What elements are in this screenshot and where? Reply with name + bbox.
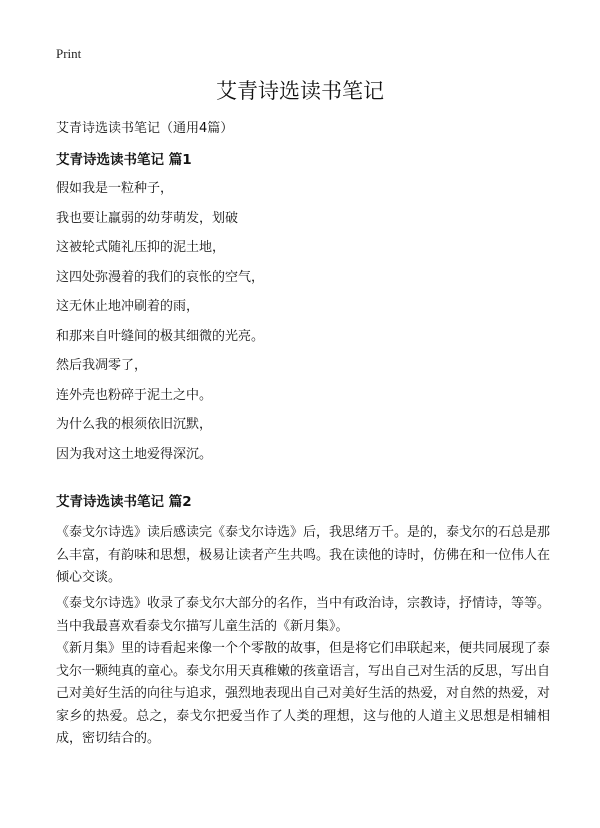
document-subtitle: 艾青诗选读书笔记（通用4篇） bbox=[56, 121, 234, 136]
poem-line: 我也要让羸弱的幼芽萌发，划破 bbox=[56, 210, 239, 226]
body-paragraph: 《泰戈尔诗选》收录了泰戈尔大部分的名作，当中有政治诗，宗教诗，抒情诗，等等。当中我最喜欢看泰戈尔描写儿童生活的《新月集》。 bbox=[56, 596, 551, 634]
poem-lines bbox=[56, 180, 264, 475]
section-heading-2: 艾青诗选读书笔记 篇2 bbox=[56, 494, 192, 510]
poem-line: 然后我凋零了， bbox=[56, 358, 148, 373]
poem-line: 这无休止地冲刷着的雨， bbox=[56, 299, 200, 314]
poem-line: 连外壳也粉碎于泥土之中。 bbox=[56, 387, 213, 403]
poem-line: 假如我是一粒种子， bbox=[56, 181, 174, 196]
poem-line: 为什么我的根须依旧沉默， bbox=[56, 417, 213, 432]
poem-line: 和那来自叶缝间的极其细微的光亮。 bbox=[56, 328, 265, 344]
body-paragraph: 《新月集》里的诗看起来像一个个零散的故事，但是将它们串联起来，便共同展现了泰戈尔一颗纯真的童心。泰戈尔用天真稚嫩的孩童语言，写出自己对生活的反思，写出自己对美好生活的向往与追求，强烈地表现出自己对美好生活的热爱，对自然的热爱，对家乡的热爱。总之，泰戈尔把爱当作了人类的理想，这与他的人道主义思想是相辅相成，密切结合的。 bbox=[56, 641, 551, 746]
poem-line: 这四处弥漫着的我们的哀怅的空气， bbox=[56, 269, 265, 285]
section-heading-1: 艾青诗选读书笔记 篇1 bbox=[56, 152, 192, 168]
poem-line: 这被轮式随礼压抑的泥土地， bbox=[56, 240, 226, 255]
page-title: 艾青诗选读书笔记 bbox=[216, 79, 384, 103]
body-paragraph: 《泰戈尔诗选》读后感读完《泰戈尔诗选》后，我思绪万千。是的，泰戈尔的石总是那么丰富，有韵味和思想，极易让读者产生共鸣。我在读他的诗时，仿佛在和一位伟人在倾心交谈。 bbox=[56, 525, 551, 585]
poem-line: 因为我对这土地爱得深沉。 bbox=[56, 446, 213, 462]
print-link[interactable]: Print bbox=[56, 46, 82, 61]
